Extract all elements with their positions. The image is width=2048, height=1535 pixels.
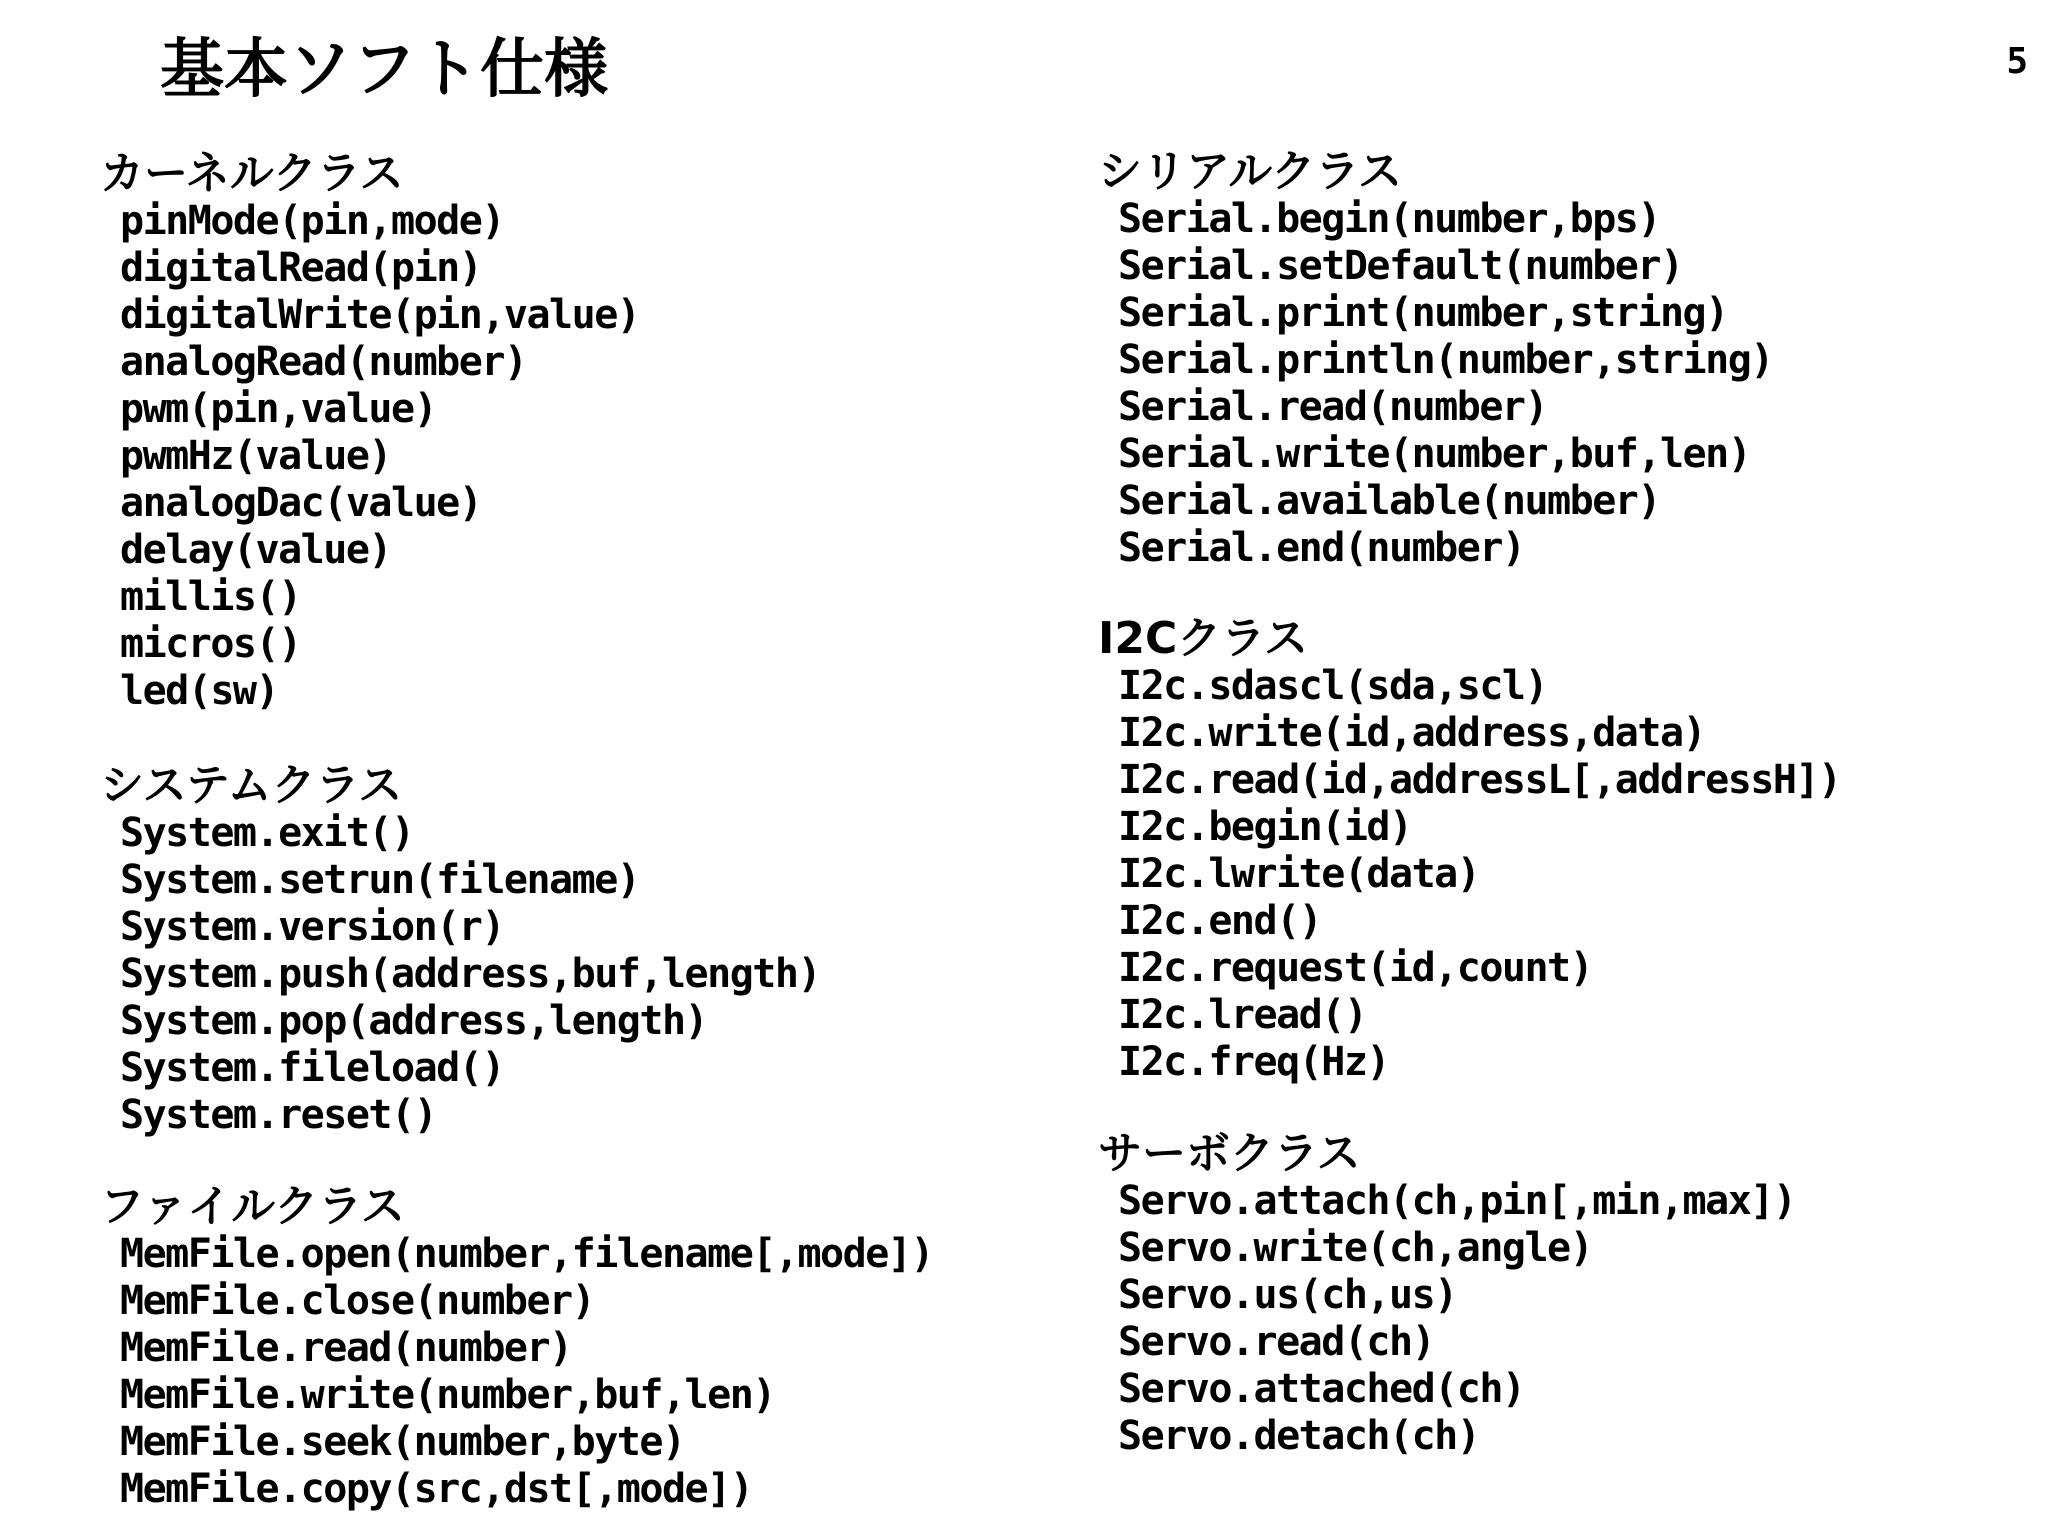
method-item: pwm(pin,value) [120, 386, 437, 432]
servo-class-section [1098, 1130, 1795, 1460]
method-item: System.push(address,buf,length) [120, 951, 821, 997]
method-item: Servo.write(ch,angle) [1118, 1225, 1593, 1271]
file-class-section [100, 1183, 933, 1513]
method-item: Serial.println(number,string) [1118, 337, 1773, 383]
method-item: System.version(r) [120, 904, 504, 950]
method-item: I2c.lread() [1118, 992, 1367, 1038]
section-heading: シリアルクラス [1098, 146, 1403, 197]
method-item: led(sw) [120, 668, 279, 714]
system-class-section [100, 762, 820, 1139]
method-item: millis() [120, 574, 301, 620]
section-heading: I2Cクラス [1098, 613, 1308, 664]
method-item: Serial.write(number,buf,len) [1118, 431, 1751, 477]
method-item: Servo.attach(ch,pin[,min,max]) [1118, 1178, 1796, 1224]
method-item: analogRead(number) [120, 339, 527, 385]
method-item: I2c.end() [1118, 898, 1322, 944]
method-item: Serial.print(number,string) [1118, 290, 1728, 336]
method-list [1098, 663, 1841, 1086]
method-item: MemFile.read(number) [120, 1325, 572, 1371]
method-list [1098, 196, 1773, 572]
method-item: pinMode(pin,mode) [120, 198, 504, 244]
kernel-class-section [100, 150, 639, 715]
method-item: Servo.read(ch) [1118, 1319, 1435, 1365]
method-item: I2c.sdascl(sda,scl) [1118, 663, 1548, 709]
method-item: Serial.available(number) [1118, 478, 1660, 524]
method-item: MemFile.open(number,filename[,mode]) [120, 1231, 933, 1277]
section-heading: サーボクラス [1098, 1128, 1361, 1179]
method-item: Serial.setDefault(number) [1118, 243, 1683, 289]
method-item: Serial.begin(number,bps) [1118, 196, 1660, 242]
method-item: Serial.end(number) [1118, 525, 1525, 571]
method-item: System.fileload() [120, 1045, 504, 1091]
method-item: System.pop(address,length) [120, 998, 708, 1044]
section-heading: システムクラス [100, 760, 403, 811]
method-item: System.exit() [120, 810, 414, 856]
method-item: micros() [120, 621, 301, 667]
method-item: digitalRead(pin) [120, 245, 482, 291]
method-item: MemFile.seek(number,byte) [120, 1419, 685, 1465]
method-item: I2c.begin(id) [1118, 804, 1412, 850]
method-item: Serial.read(number) [1118, 384, 1548, 430]
method-item: I2c.lwrite(data) [1118, 851, 1480, 897]
section-heading: カーネルクラス [100, 148, 404, 199]
method-list [100, 810, 820, 1139]
page-title: 基本ソフト仕様 [160, 33, 608, 107]
section-heading: ファイルクラス [100, 1181, 405, 1232]
method-item: MemFile.close(number) [120, 1278, 595, 1324]
method-item: pwmHz(value) [120, 433, 391, 479]
page-number: 5 [2006, 41, 2028, 82]
method-item: Servo.us(ch,us) [1118, 1272, 1457, 1318]
method-item: System.reset() [120, 1092, 437, 1138]
method-item: I2c.request(id,count) [1118, 945, 1593, 991]
method-item: System.setrun(filename) [120, 857, 640, 903]
serial-class-section [1098, 148, 1773, 572]
method-item: delay(value) [120, 527, 391, 573]
i2c-class-section [1098, 615, 1841, 1086]
method-item: MemFile.copy(src,dst[,mode]) [120, 1466, 753, 1512]
method-list [100, 198, 639, 715]
method-list [1098, 1178, 1795, 1460]
method-item: I2c.freq(Hz) [1118, 1039, 1389, 1085]
method-item: Servo.attached(ch) [1118, 1366, 1525, 1412]
method-item: I2c.write(id,address,data) [1118, 710, 1706, 756]
method-item: analogDac(value) [120, 480, 482, 526]
method-item: I2c.read(id,addressL[,addressH]) [1118, 757, 1841, 803]
method-item: MemFile.write(number,buf,len) [120, 1372, 775, 1418]
method-item: digitalWrite(pin,value) [120, 292, 640, 338]
method-item: Servo.detach(ch) [1118, 1413, 1480, 1459]
method-list [100, 1231, 933, 1513]
